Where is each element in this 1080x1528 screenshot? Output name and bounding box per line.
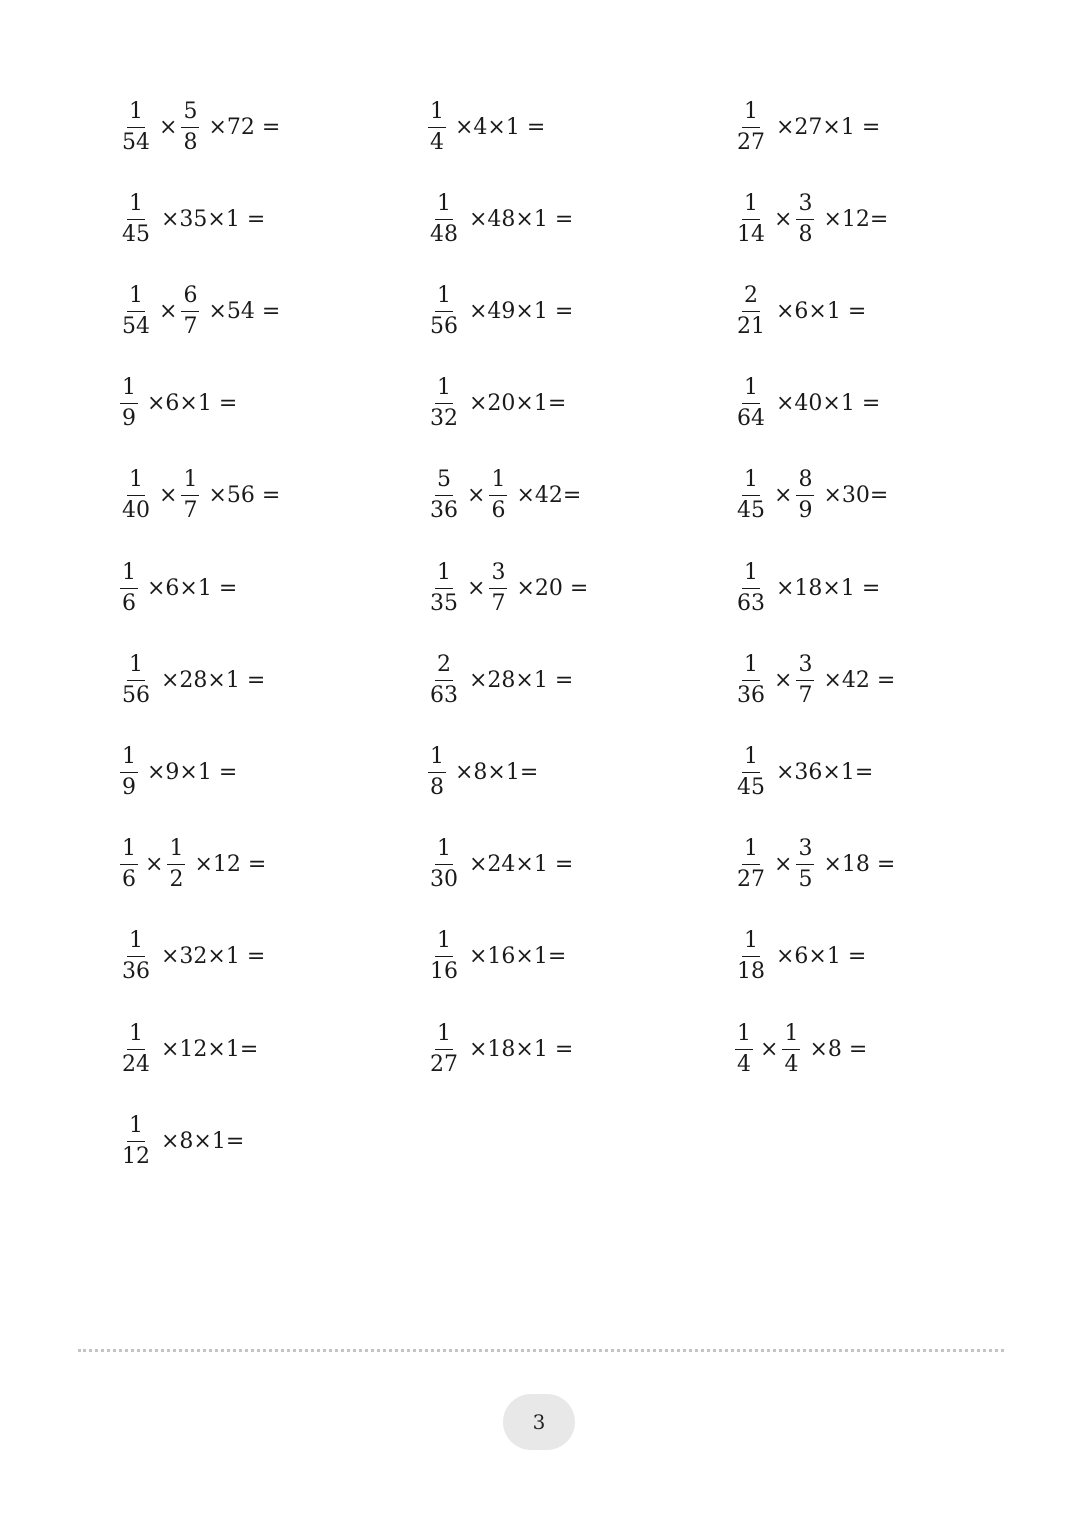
expression-rest: ×56 =: [208, 483, 281, 509]
problem: [735, 369, 880, 439]
fraction: [120, 190, 152, 247]
fraction-denominator: 8: [183, 129, 198, 155]
fraction: [120, 838, 138, 891]
problem: [735, 461, 888, 531]
fraction-denominator: 27: [737, 867, 765, 893]
fraction-denominator: 9: [122, 774, 136, 800]
fraction: [735, 559, 767, 616]
problem: [428, 830, 573, 900]
expression-rest: ×6×1 =: [147, 391, 238, 417]
fraction: [735, 98, 767, 155]
fraction-numerator: 1: [435, 562, 453, 589]
expression-rest: ×72 =: [208, 114, 281, 140]
fraction-denominator: 40: [122, 498, 150, 524]
expression-rest: ×8×1=: [161, 1128, 245, 1154]
fraction-numerator: 1: [735, 1023, 753, 1050]
fraction-denominator: 56: [430, 313, 458, 339]
fraction-numerator: 1: [435, 838, 453, 865]
problem: [120, 276, 280, 346]
multiply-sign: ×: [774, 667, 793, 693]
fraction-denominator: 63: [430, 682, 458, 708]
fraction-denominator: 14: [737, 221, 765, 247]
fraction: [428, 930, 460, 983]
fraction-denominator: 7: [183, 313, 198, 339]
fraction: [428, 838, 460, 891]
problem: [735, 553, 880, 623]
fraction-numerator: 1: [127, 1023, 145, 1050]
problem: [120, 461, 280, 531]
dotted-divider: [78, 1349, 1004, 1352]
problem: [120, 737, 237, 807]
fraction: [735, 651, 767, 708]
expression-rest: ×12×1=: [161, 1036, 259, 1062]
fraction-numerator: 1: [435, 1023, 453, 1050]
fraction-numerator: 1: [428, 746, 446, 773]
multiply-sign: ×: [774, 206, 793, 232]
page-number: 3: [532, 1410, 546, 1434]
fraction: [428, 190, 460, 247]
problem: [735, 830, 895, 900]
problem: [428, 553, 588, 623]
fraction: [735, 838, 767, 891]
expression-rest: ×48×1 =: [469, 206, 574, 232]
expression-rest: ×42=: [516, 483, 582, 509]
fraction: [489, 559, 507, 616]
expression-rest: ×24×1 =: [469, 852, 574, 878]
expression-rest: ×9×1 =: [147, 759, 238, 785]
fraction-denominator: 45: [122, 221, 150, 247]
fraction: [428, 282, 460, 339]
fraction-numerator: 1: [742, 469, 760, 496]
expression-rest: ×8×1=: [455, 759, 539, 785]
fraction: [428, 1020, 460, 1077]
problem: [428, 1014, 573, 1084]
expression-rest: ×18×1 =: [469, 1036, 574, 1062]
problem: [120, 922, 265, 992]
problem: [428, 369, 566, 439]
fraction-denominator: 54: [122, 129, 150, 155]
expression-rest: ×18×1 =: [776, 575, 881, 601]
fraction-denominator: 4: [737, 1051, 751, 1077]
problem: [120, 1106, 244, 1176]
fraction-numerator: 1: [782, 1023, 800, 1050]
fraction: [735, 282, 767, 339]
fraction: [735, 377, 767, 430]
fraction: [120, 559, 138, 616]
fraction-denominator: 21: [737, 313, 765, 339]
fraction: [181, 98, 199, 155]
fraction-numerator: 1: [742, 101, 760, 128]
fraction-numerator: 1: [742, 193, 760, 220]
fraction: [428, 743, 446, 800]
fraction-numerator: 1: [127, 654, 145, 681]
expression-rest: ×54 =: [208, 298, 281, 324]
fraction-denominator: 36: [737, 682, 765, 708]
fraction: [181, 469, 199, 522]
multiply-sign: ×: [760, 1036, 779, 1062]
fraction: [120, 651, 152, 708]
fraction-denominator: 45: [737, 774, 765, 800]
fraction-denominator: 27: [430, 1051, 458, 1077]
expression-rest: ×20×1=: [469, 391, 567, 417]
fraction-numerator: 1: [127, 469, 145, 496]
fraction: [120, 1112, 152, 1169]
expression-rest: ×27×1 =: [776, 114, 881, 140]
fraction-numerator: 1: [127, 1115, 145, 1142]
fraction-numerator: 1: [167, 838, 185, 865]
expression-rest: ×49×1 =: [469, 298, 574, 324]
fraction: [796, 469, 814, 522]
fraction: [120, 930, 152, 983]
expression-rest: ×4×1 =: [455, 114, 546, 140]
expression-rest: ×36×1=: [776, 759, 874, 785]
fraction-denominator: 7: [491, 590, 506, 616]
fraction-denominator: 56: [122, 682, 150, 708]
expression-rest: ×6×1 =: [776, 944, 867, 970]
fraction: [120, 469, 152, 522]
fraction-numerator: 1: [120, 377, 138, 404]
fraction-numerator: 1: [742, 562, 760, 589]
fraction-numerator: 3: [489, 562, 507, 589]
fraction-numerator: 1: [120, 746, 138, 773]
fraction: [428, 469, 460, 522]
fraction-denominator: 30: [430, 867, 458, 893]
fraction: [120, 743, 138, 800]
multiply-sign: ×: [774, 852, 793, 878]
problem: [120, 369, 237, 439]
problem: [735, 645, 895, 715]
expression-rest: ×35×1 =: [161, 206, 266, 232]
problem: [428, 737, 538, 807]
fraction: [120, 98, 152, 155]
fraction-denominator: 36: [122, 959, 150, 985]
problem: [120, 645, 265, 715]
fraction-numerator: 3: [796, 654, 814, 681]
multiply-sign: ×: [159, 298, 178, 324]
fraction: [428, 559, 460, 616]
fraction-denominator: 18: [737, 959, 765, 985]
fraction-numerator: 1: [120, 562, 138, 589]
expression-rest: ×12=: [823, 206, 889, 232]
fraction-denominator: 7: [798, 682, 813, 708]
fraction-numerator: 1: [742, 838, 760, 865]
fraction-denominator: 16: [430, 959, 458, 985]
fraction: [796, 838, 814, 891]
fraction: [735, 469, 767, 522]
problem: [120, 92, 280, 162]
multiply-sign: ×: [159, 483, 178, 509]
problem: [428, 922, 566, 992]
fraction-numerator: 8: [796, 469, 814, 496]
multiply-sign: ×: [774, 483, 793, 509]
expression-rest: ×16×1=: [469, 944, 567, 970]
multiply-sign: ×: [159, 114, 178, 140]
expression-rest: ×32×1 =: [161, 944, 266, 970]
fraction-numerator: 1: [127, 930, 145, 957]
problem: [735, 184, 888, 254]
fraction-numerator: 1: [489, 469, 507, 496]
fraction-numerator: 2: [435, 654, 453, 681]
fraction-numerator: 1: [120, 838, 138, 865]
fraction: [796, 190, 814, 247]
problem: [428, 92, 545, 162]
fraction-numerator: 1: [435, 193, 453, 220]
problem: [735, 922, 866, 992]
expression-rest: ×42 =: [823, 667, 896, 693]
expression-rest: ×40×1 =: [776, 391, 881, 417]
fraction-denominator: 2: [169, 867, 184, 893]
problem: [428, 645, 573, 715]
expression-rest: ×28×1 =: [469, 667, 574, 693]
fraction: [735, 1020, 753, 1077]
fraction-numerator: 2: [742, 285, 760, 312]
fraction-numerator: 1: [435, 930, 453, 957]
fraction-denominator: 35: [430, 590, 458, 616]
fraction-numerator: 5: [435, 469, 453, 496]
fraction: [735, 190, 767, 247]
fraction-denominator: 54: [122, 313, 150, 339]
fraction-numerator: 1: [435, 285, 453, 312]
fraction-numerator: 1: [742, 654, 760, 681]
expression-rest: ×30=: [823, 483, 889, 509]
problem: [120, 184, 265, 254]
expression-rest: ×6×1 =: [147, 575, 238, 601]
expression-rest: ×12 =: [194, 852, 267, 878]
expression-rest: ×8 =: [809, 1036, 868, 1062]
problem: [735, 1014, 867, 1084]
fraction-numerator: 1: [742, 377, 760, 404]
fraction-denominator: 4: [430, 129, 444, 155]
fraction: [735, 743, 767, 800]
problem: [428, 184, 573, 254]
fraction-numerator: 1: [742, 746, 760, 773]
fraction-numerator: 1: [127, 193, 145, 220]
fraction-denominator: 9: [798, 498, 813, 524]
fraction: [489, 469, 507, 522]
fraction: [796, 651, 814, 708]
fraction: [428, 377, 460, 430]
fraction-numerator: 3: [796, 193, 814, 220]
fraction-denominator: 63: [737, 590, 765, 616]
fraction-numerator: 1: [181, 469, 199, 496]
fraction-denominator: 64: [737, 406, 765, 432]
expression-rest: ×18 =: [823, 852, 896, 878]
fraction: [428, 98, 446, 155]
fraction: [735, 930, 767, 983]
problem: [735, 92, 880, 162]
fraction: [120, 1020, 152, 1077]
fraction-numerator: 6: [181, 285, 199, 312]
problem: [120, 553, 237, 623]
fraction: [428, 651, 460, 708]
fraction-numerator: 1: [428, 101, 446, 128]
fraction-denominator: 6: [122, 590, 136, 616]
fraction-numerator: 1: [742, 930, 760, 957]
fraction-denominator: 9: [122, 406, 136, 432]
fraction-denominator: 32: [430, 406, 458, 432]
fraction-denominator: 8: [430, 774, 444, 800]
expression-rest: ×28×1 =: [161, 667, 266, 693]
fraction-numerator: 5: [181, 101, 199, 128]
fraction: [167, 838, 185, 891]
multiply-sign: ×: [145, 852, 164, 878]
fraction-denominator: 45: [737, 498, 765, 524]
problem: [428, 461, 581, 531]
fraction-denominator: 27: [737, 129, 765, 155]
problem: [120, 830, 266, 900]
multiply-sign: ×: [467, 575, 486, 601]
problem: [428, 276, 573, 346]
fraction-numerator: 1: [127, 101, 145, 128]
fraction: [120, 282, 152, 339]
expression-rest: ×6×1 =: [776, 298, 867, 324]
fraction-numerator: 1: [127, 285, 145, 312]
fraction-numerator: 3: [796, 838, 814, 865]
multiply-sign: ×: [467, 483, 486, 509]
fraction: [120, 377, 138, 430]
fraction-denominator: 24: [122, 1051, 150, 1077]
page-number-badge: [503, 1394, 575, 1450]
fraction-denominator: 8: [798, 221, 813, 247]
fraction: [782, 1020, 800, 1077]
fraction-denominator: 6: [491, 498, 506, 524]
fraction-denominator: 5: [798, 867, 813, 893]
fraction-denominator: 6: [122, 867, 136, 893]
fraction-denominator: 4: [784, 1051, 799, 1077]
fraction-denominator: 7: [183, 498, 198, 524]
problem: [735, 737, 873, 807]
fraction-numerator: 1: [435, 377, 453, 404]
problem: [120, 1014, 258, 1084]
fraction-denominator: 12: [122, 1143, 150, 1169]
fraction-denominator: 36: [430, 498, 458, 524]
problem: [735, 276, 866, 346]
fraction-denominator: 48: [430, 221, 458, 247]
fraction: [181, 282, 199, 339]
expression-rest: ×20 =: [516, 575, 589, 601]
